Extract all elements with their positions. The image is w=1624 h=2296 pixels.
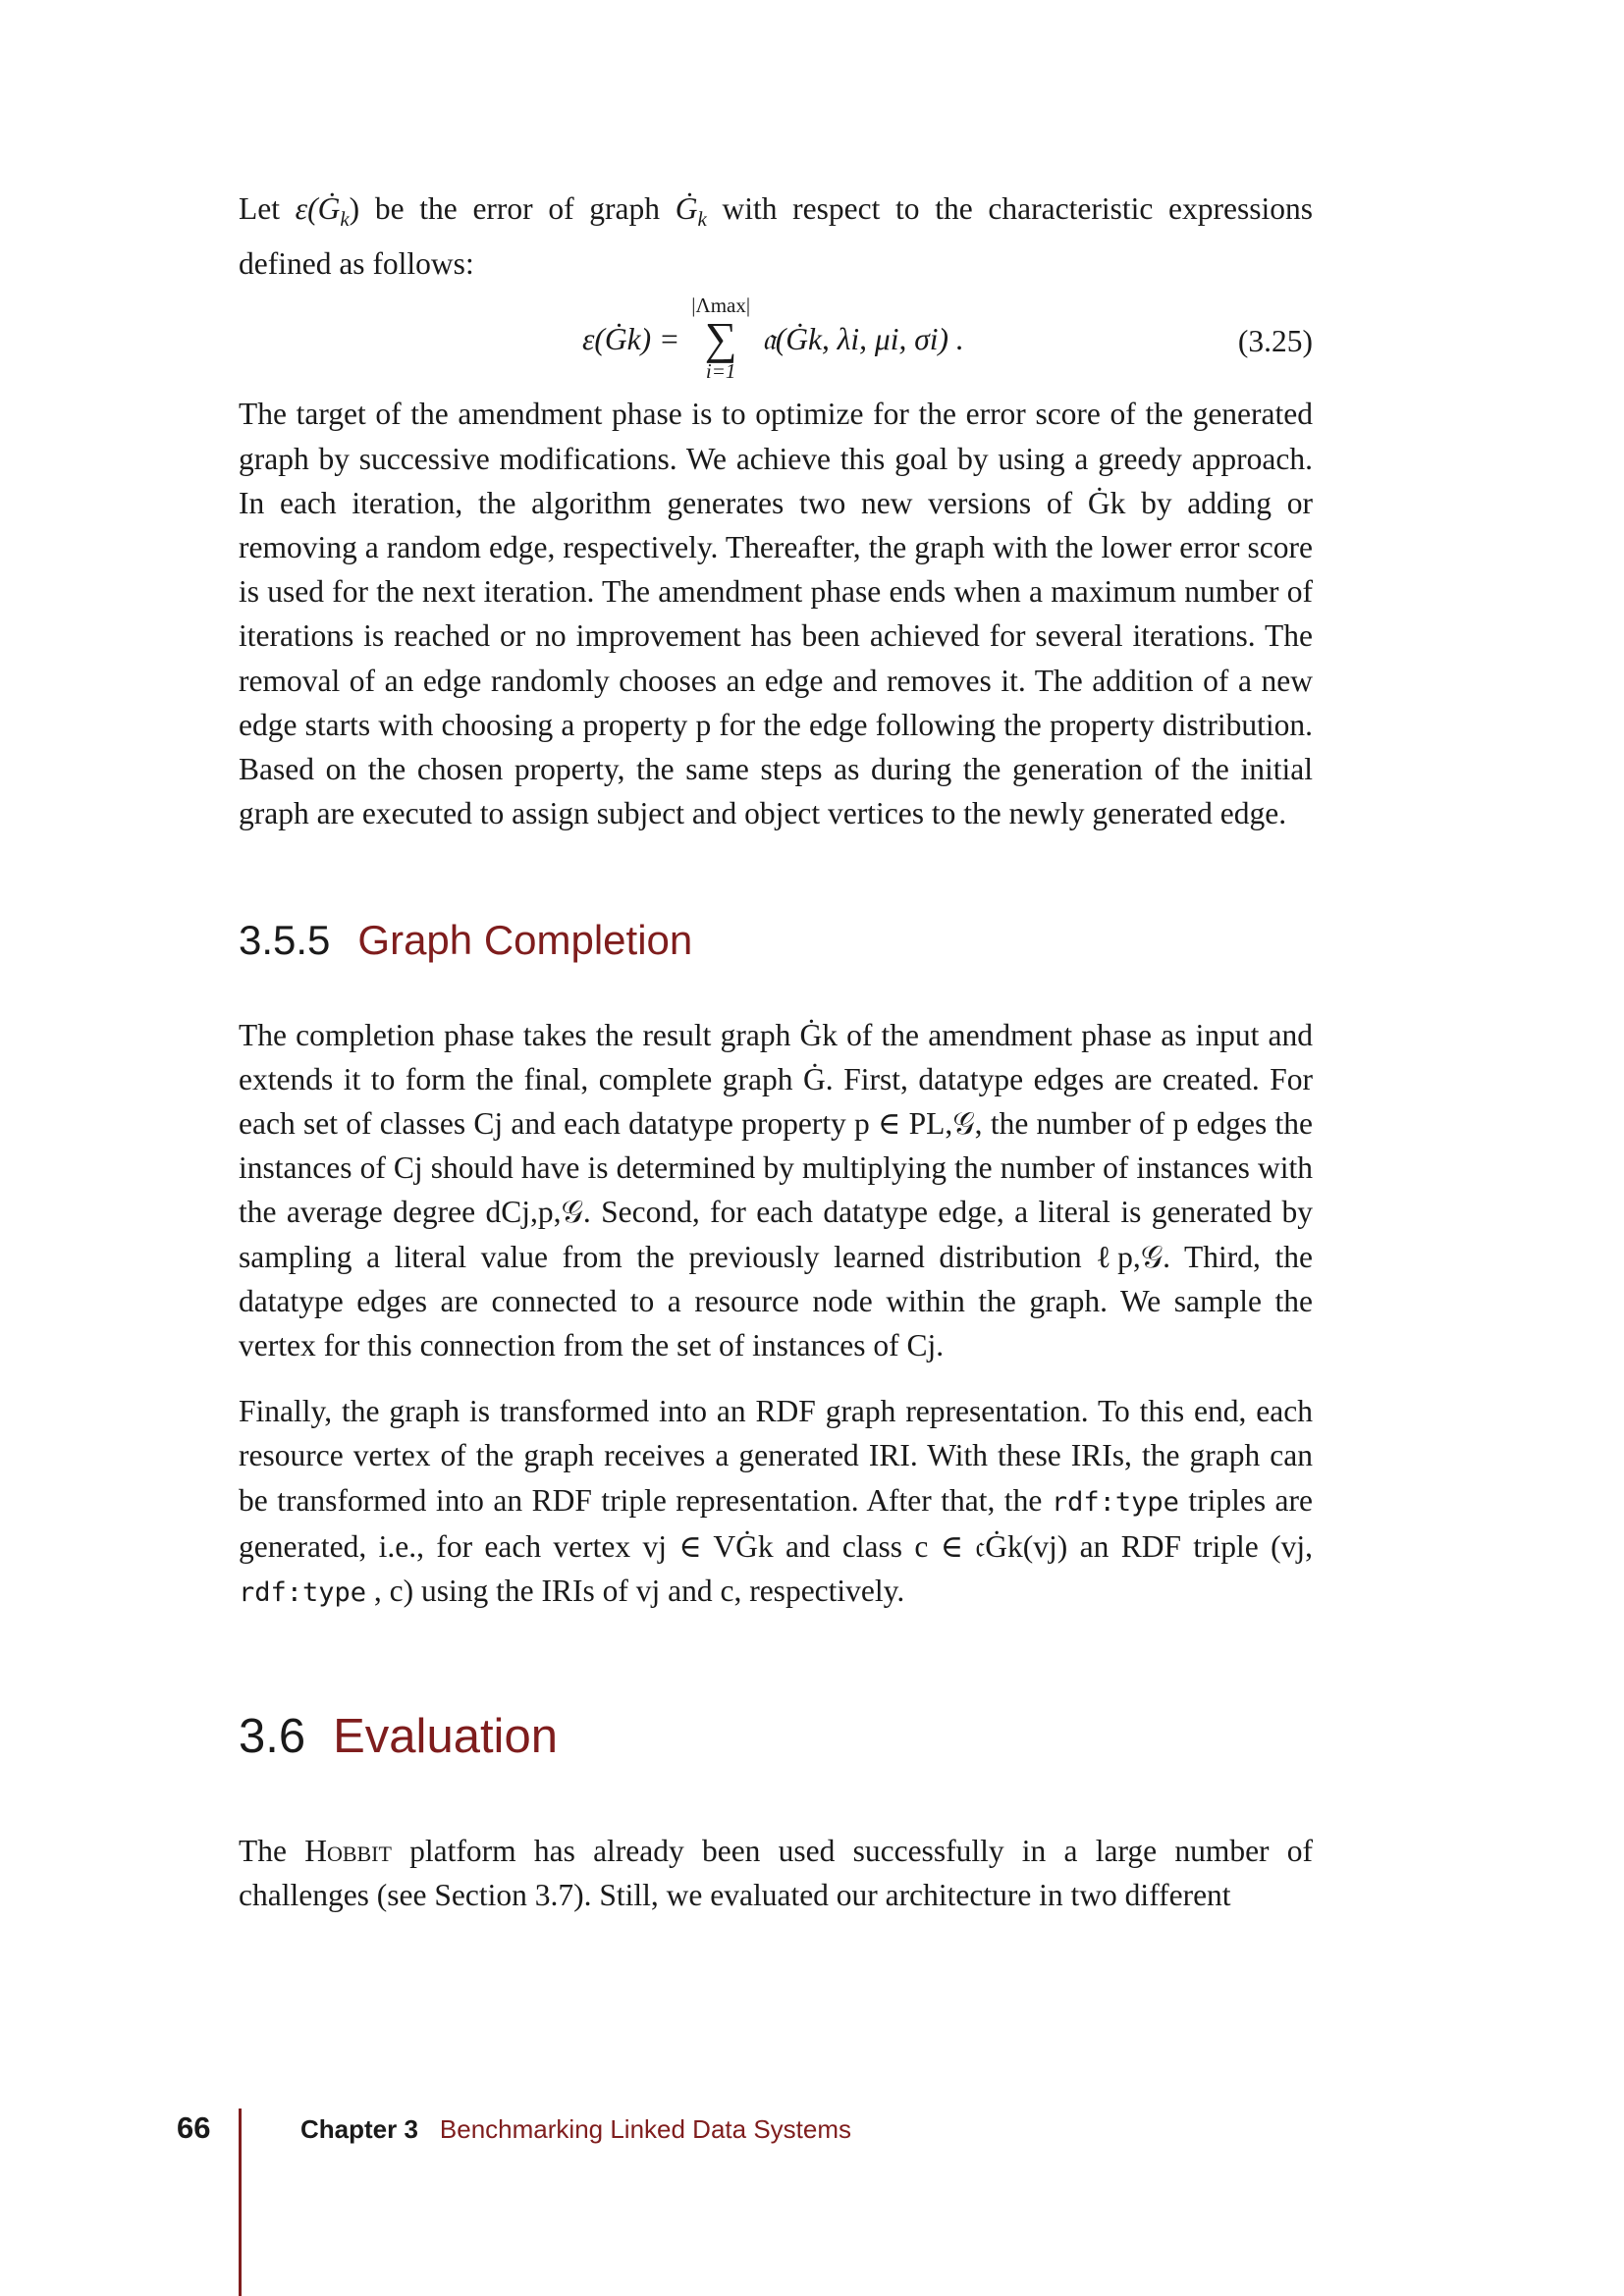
sum-lower-limit: i=1	[705, 359, 736, 384]
intro-text-c: ) be the error of graph	[349, 191, 676, 226]
evaluation-paragraph	[239, 1829, 1313, 1917]
evaluation-text-a: The	[239, 1834, 305, 1869]
equation-lhs: ε(Ġk) =	[582, 321, 680, 356]
page-number: 66	[177, 2110, 211, 2145]
equation-number: (3.25)	[1237, 324, 1313, 359]
completion-paragraph-1: The completion phase takes the result graph Ġk of the amendment phase as input and extends it to form the final, complete graph Ġ. First, datatype edges are created. For each set of classes Cj and each datatype property p ∈ PL,𝒢, the number of p edges the instances of Cj should have is determined by multiplying the number of instances with the average degree dCj,p,𝒢. Second, for each datatype edge, a literal is generated by sampling a literal value from the previously learned distribution ℓp,𝒢. Third, the datatype edges are connected to a resource node within the graph. We sample the vertex for this connection from the set of instances of Cj.	[239, 1017, 1313, 1363]
rdf-type-code-2: rdf:type	[239, 1577, 367, 1609]
intro-text-e: with respect to the characteristic expressions defined as follows:	[239, 191, 1313, 282]
intro-text-a: Let	[239, 191, 296, 226]
evaluation-text-b: platform has already been used successfully in a large number of challenges (see Section 3.7). Still, we evaluated our architecture in two different	[239, 1834, 1313, 1913]
subsection-number: 3.5.5	[239, 917, 331, 964]
subsection-heading	[239, 918, 1313, 963]
equation-rhs: 𝔞(Ġk, λi, μi, σi) .	[762, 321, 964, 356]
subsection-title: Graph Completion	[357, 917, 693, 964]
intro-error-symbol: ε(Ġ	[295, 191, 341, 226]
completion-paragraph-2	[239, 1389, 1313, 1615]
completion-2-text-a: Finally, the graph is transformed into an RDF graph representation. To this end, each resource vertex of the graph receives a generated IRI. With these IRIs, the graph can be transformed into an RDF triple representation. After that, the	[239, 1394, 1313, 1518]
section-number: 3.6	[239, 1710, 306, 1764]
hobbit-name: Hobbit	[304, 1834, 392, 1869]
page-body	[239, 187, 1313, 1918]
completion-2-text-b: triples are generated, i.e., for each vertex vj ∈ VĠk and class c ∈ 𝔠Ġk(vj) an RDF triple (vj,	[239, 1482, 1314, 1564]
rdf-type-code-1: rdf:type	[1051, 1486, 1179, 1518]
running-footer	[300, 2114, 851, 2145]
section-heading	[239, 1711, 1313, 1764]
sum-upper-limit: |Λmax|	[691, 294, 751, 318]
amendment-paragraph: The target of the amendment phase is to optimize for the error score of the generated graph by successive modifications. We achieve this goal by using a greedy approach. In each iteration, the algorithm generates two new versions of Ġk by adding or removing a random edge, respectively. Thereafter, the graph with the lower error score is used for the next iteration. The amendment phase ends when a maximum number of iterations is reached or no improvement has been achieved for several iterations. The removal of an edge randomly chooses an edge and removes it. The addition of a new edge starts with choosing a property p for the edge following the property distribution. Based on the chosen property, the same steps as during the generation of the initial graph are executed to assign subject and object vertices to the newly generated edge.	[239, 397, 1313, 831]
sum-operator	[691, 295, 750, 382]
sum-symbol: ∑	[704, 313, 737, 364]
section-title: Evaluation	[333, 1710, 558, 1764]
intro-graph-symbol: Ġ	[675, 191, 698, 226]
footer-chapter-label: Chapter 3	[300, 2114, 418, 2144]
completion-2-text-c: , c) using the IRIs of vj and c, respectively.	[366, 1574, 905, 1609]
intro-paragraph: Let $\varepsilon(Ġ_k)$ be the error of graph $Ġ_k$ with respect to the characteristic expressions defined as follows:	[239, 191, 1313, 282]
footer-chapter-title: Benchmarking Linked Data Systems	[439, 2114, 852, 2144]
footer-rule	[239, 2109, 242, 2296]
equation-3-25	[239, 286, 1313, 392]
